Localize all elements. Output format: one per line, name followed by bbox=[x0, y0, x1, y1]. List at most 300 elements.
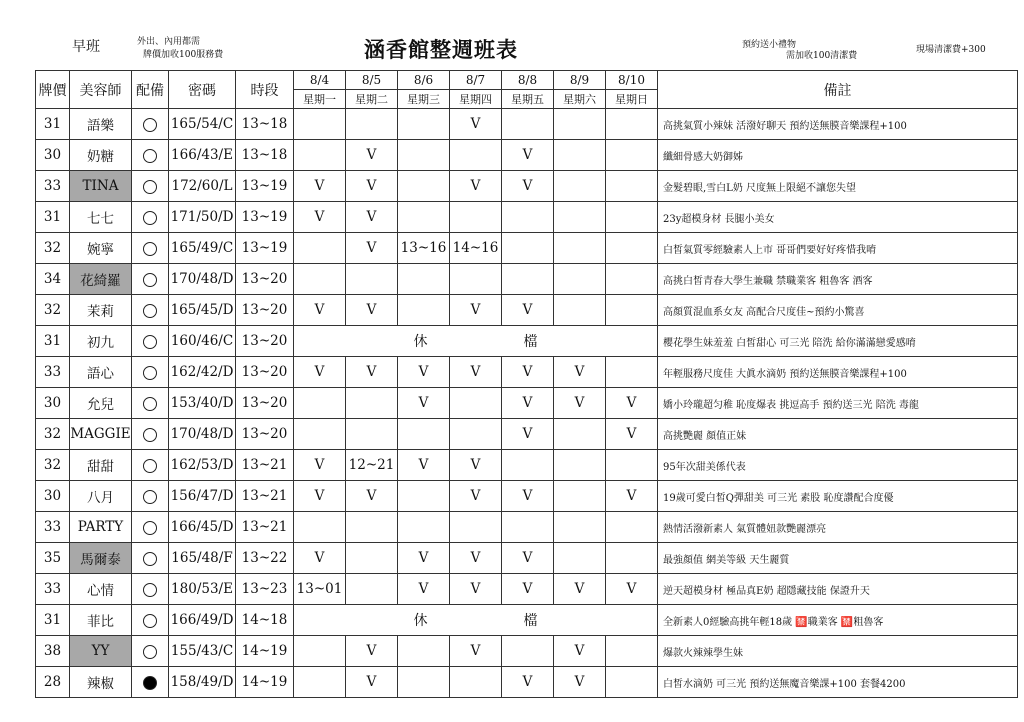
equip-cell bbox=[132, 171, 169, 202]
day-cell: V bbox=[502, 388, 554, 419]
time-cell: 14~19 bbox=[236, 636, 294, 667]
code-cell: 170/48/D bbox=[169, 264, 236, 295]
code-cell: 158/49/D bbox=[169, 667, 236, 698]
code-cell: 156/47/D bbox=[169, 481, 236, 512]
day-cell bbox=[554, 295, 606, 326]
remark-cell: 95年次甜美係代表 bbox=[658, 450, 1018, 481]
remark-cell: 最強顏值 網美等級 天生麗質 bbox=[658, 543, 1018, 574]
name-cell: 語心 bbox=[70, 357, 132, 388]
day-cell bbox=[294, 233, 346, 264]
table-row bbox=[36, 171, 1018, 202]
rest-label: 檔 bbox=[523, 613, 538, 629]
day-cell bbox=[294, 140, 346, 171]
price-cell: 32 bbox=[36, 419, 70, 450]
table-row bbox=[36, 543, 1018, 574]
table-row bbox=[36, 202, 1018, 233]
equip-cell bbox=[132, 512, 169, 543]
remark-cell: 嬌小玲瓏超匀稚 恥度爆表 挑逗高手 預約送三光 陪洗 毒龍 bbox=[658, 388, 1018, 419]
remark-cell: 高挑氣質小辣妹 活潑好聊天 預約送無膜音樂課程+100 bbox=[658, 109, 1018, 140]
day-cell bbox=[606, 357, 658, 388]
day-cell: V bbox=[294, 543, 346, 574]
rest-label: 休 bbox=[413, 613, 428, 629]
equip-cell bbox=[132, 295, 169, 326]
day-cell: V bbox=[502, 357, 554, 388]
day-cell bbox=[606, 636, 658, 667]
day-cell bbox=[606, 667, 658, 698]
code-cell: 166/49/D bbox=[169, 605, 236, 636]
remark-cell: 白皙氣質零經驗素人上市 哥哥們要好好疼惜我唷 bbox=[658, 233, 1018, 264]
code-cell: 166/45/D bbox=[169, 512, 236, 543]
remark-cell: 高挑白皙青春大學生兼職 禁職業客 粗魯客 酒客 bbox=[658, 264, 1018, 295]
table-row bbox=[36, 109, 1018, 140]
day-cell bbox=[346, 109, 398, 140]
name-cell: 茉莉 bbox=[70, 295, 132, 326]
price-cell: 38 bbox=[36, 636, 70, 667]
col-header-weekday: 星期四 bbox=[450, 90, 502, 109]
code-cell: 155/43/C bbox=[169, 636, 236, 667]
onsite-cleaning-fee-note: 現場清潔費+300 bbox=[916, 45, 986, 55]
empty-circle-icon bbox=[143, 397, 157, 411]
day-cell: V bbox=[398, 388, 450, 419]
day-cell bbox=[346, 574, 398, 605]
col-header-code: 密碼 bbox=[169, 71, 236, 109]
rest-label: 檔 bbox=[523, 334, 538, 350]
day-cell: V bbox=[502, 295, 554, 326]
time-cell: 14~18 bbox=[236, 605, 294, 636]
day-cell bbox=[554, 512, 606, 543]
day-cell: V bbox=[554, 357, 606, 388]
price-cell: 33 bbox=[36, 574, 70, 605]
equip-cell bbox=[132, 481, 169, 512]
day-cell bbox=[450, 264, 502, 295]
day-cell: V bbox=[346, 171, 398, 202]
price-cell: 31 bbox=[36, 202, 70, 233]
price-cell: 31 bbox=[36, 605, 70, 636]
day-cell: V bbox=[450, 357, 502, 388]
day-cell: V bbox=[554, 388, 606, 419]
day-cell: V bbox=[398, 574, 450, 605]
day-cell bbox=[502, 233, 554, 264]
day-cell: V bbox=[502, 481, 554, 512]
time-cell: 14~19 bbox=[236, 667, 294, 698]
time-cell: 13~21 bbox=[236, 512, 294, 543]
time-cell: 13~19 bbox=[236, 171, 294, 202]
time-cell: 13~20 bbox=[236, 326, 294, 357]
day-cell: V bbox=[450, 450, 502, 481]
price-cell: 32 bbox=[36, 450, 70, 481]
day-cell bbox=[502, 450, 554, 481]
day-cell bbox=[398, 419, 450, 450]
rest-cell bbox=[294, 326, 658, 357]
remark-cell: 23y超模身材 長腿小美女 bbox=[658, 202, 1018, 233]
price-cell: 30 bbox=[36, 140, 70, 171]
day-cell: V bbox=[346, 140, 398, 171]
col-header-weekday: 星期六 bbox=[554, 90, 606, 109]
name-cell: 允兒 bbox=[70, 388, 132, 419]
col-header-weekday: 星期日 bbox=[606, 90, 658, 109]
empty-circle-icon bbox=[143, 273, 157, 287]
filled-circle-icon bbox=[143, 676, 157, 690]
empty-circle-icon bbox=[143, 552, 157, 566]
day-cell bbox=[398, 171, 450, 202]
price-cell: 30 bbox=[36, 481, 70, 512]
remark-cell: 白皙水滴奶 可三光 預約送無魔音樂課+100 套餐4200 bbox=[658, 667, 1018, 698]
time-cell: 13~20 bbox=[236, 419, 294, 450]
time-cell: 13~21 bbox=[236, 481, 294, 512]
col-header-name: 美容師 bbox=[70, 71, 132, 109]
day-cell bbox=[606, 543, 658, 574]
day-cell bbox=[294, 419, 346, 450]
col-header-date: 8/7 bbox=[450, 71, 502, 90]
empty-circle-icon bbox=[143, 242, 157, 256]
day-cell bbox=[398, 295, 450, 326]
equip-cell bbox=[132, 450, 169, 481]
day-cell: V bbox=[450, 543, 502, 574]
day-cell bbox=[606, 233, 658, 264]
empty-circle-icon bbox=[143, 180, 157, 194]
name-cell: 八月 bbox=[70, 481, 132, 512]
day-cell: V bbox=[346, 233, 398, 264]
name-cell: 花綺羅 bbox=[70, 264, 132, 295]
code-cell: 166/43/E bbox=[169, 140, 236, 171]
day-cell: V bbox=[606, 388, 658, 419]
day-cell bbox=[606, 202, 658, 233]
day-cell bbox=[398, 512, 450, 543]
price-cell: 32 bbox=[36, 295, 70, 326]
day-cell: V bbox=[346, 667, 398, 698]
day-cell: V bbox=[502, 574, 554, 605]
equip-cell bbox=[132, 543, 169, 574]
day-cell bbox=[502, 636, 554, 667]
header-row-dates bbox=[36, 71, 1018, 90]
remark-cell: 全新素人0經驗高挑年輕18歲 🈲職業客 🈲粗魯客 bbox=[658, 605, 1018, 636]
day-cell: 14~16 bbox=[450, 233, 502, 264]
name-cell: 菲比 bbox=[70, 605, 132, 636]
day-cell bbox=[554, 543, 606, 574]
remark-cell: 年輕服務尺度佳 大眞水滴奶 預約送無膜音樂課程+100 bbox=[658, 357, 1018, 388]
day-cell: V bbox=[450, 295, 502, 326]
remark-cell: 櫻花學生妹羞羞 白皙甜心 可三光 陪洗 給你滿滿戀愛感唷 bbox=[658, 326, 1018, 357]
day-cell bbox=[294, 636, 346, 667]
table-row bbox=[36, 419, 1018, 450]
day-cell bbox=[606, 109, 658, 140]
name-cell: PARTY bbox=[70, 512, 132, 543]
day-cell bbox=[606, 512, 658, 543]
day-cell bbox=[606, 450, 658, 481]
weekly-schedule-table bbox=[35, 70, 1018, 698]
name-cell: YY bbox=[70, 636, 132, 667]
remark-cell: 高挑艷麗 顏值正妹 bbox=[658, 419, 1018, 450]
day-cell: V bbox=[554, 667, 606, 698]
day-cell: V bbox=[398, 357, 450, 388]
name-cell: 語樂 bbox=[70, 109, 132, 140]
col-header-remark: 備註 bbox=[658, 71, 1018, 109]
time-cell: 13~19 bbox=[236, 233, 294, 264]
day-cell bbox=[554, 202, 606, 233]
empty-circle-icon bbox=[143, 583, 157, 597]
price-cell: 32 bbox=[36, 233, 70, 264]
day-cell: V bbox=[294, 202, 346, 233]
day-cell bbox=[450, 419, 502, 450]
day-cell bbox=[502, 202, 554, 233]
day-cell: V bbox=[606, 419, 658, 450]
day-cell bbox=[294, 264, 346, 295]
day-cell bbox=[346, 512, 398, 543]
table-row bbox=[36, 264, 1018, 295]
day-cell: V bbox=[502, 667, 554, 698]
time-cell: 13~19 bbox=[236, 202, 294, 233]
table-row bbox=[36, 450, 1018, 481]
code-cell: 165/48/F bbox=[169, 543, 236, 574]
empty-circle-icon bbox=[143, 428, 157, 442]
time-cell: 13~23 bbox=[236, 574, 294, 605]
day-cell: V bbox=[346, 295, 398, 326]
day-cell: 12~21 bbox=[346, 450, 398, 481]
code-cell: 165/45/D bbox=[169, 295, 236, 326]
col-header-date: 8/10 bbox=[606, 71, 658, 90]
equip-cell bbox=[132, 574, 169, 605]
day-cell bbox=[294, 512, 346, 543]
code-cell: 162/53/D bbox=[169, 450, 236, 481]
empty-circle-icon bbox=[143, 304, 157, 318]
day-cell bbox=[398, 481, 450, 512]
equip-cell bbox=[132, 233, 169, 264]
day-cell: V bbox=[398, 450, 450, 481]
price-cell: 33 bbox=[36, 357, 70, 388]
day-cell bbox=[606, 295, 658, 326]
time-cell: 13~20 bbox=[236, 264, 294, 295]
day-cell bbox=[450, 388, 502, 419]
empty-circle-icon bbox=[143, 118, 157, 132]
day-cell: V bbox=[450, 574, 502, 605]
time-cell: 13~20 bbox=[236, 357, 294, 388]
name-cell: 奶糖 bbox=[70, 140, 132, 171]
empty-circle-icon bbox=[143, 366, 157, 380]
day-cell bbox=[606, 171, 658, 202]
day-cell bbox=[554, 481, 606, 512]
day-cell: V bbox=[502, 140, 554, 171]
cleaning-fee-note: 需加收100清潔費 bbox=[786, 51, 858, 61]
code-cell: 162/42/D bbox=[169, 357, 236, 388]
name-cell: 辣椒 bbox=[70, 667, 132, 698]
table-row bbox=[36, 605, 1018, 636]
day-cell: V bbox=[346, 481, 398, 512]
day-cell: V bbox=[554, 574, 606, 605]
col-header-date: 8/8 bbox=[502, 71, 554, 90]
price-cell: 31 bbox=[36, 109, 70, 140]
day-cell: V bbox=[346, 202, 398, 233]
code-cell: 165/54/C bbox=[169, 109, 236, 140]
day-cell: 13~01 bbox=[294, 574, 346, 605]
day-cell bbox=[398, 264, 450, 295]
name-cell: 七七 bbox=[70, 202, 132, 233]
day-cell bbox=[398, 140, 450, 171]
col-header-weekday: 星期五 bbox=[502, 90, 554, 109]
table-row bbox=[36, 574, 1018, 605]
time-cell: 13~20 bbox=[236, 388, 294, 419]
day-cell bbox=[450, 202, 502, 233]
day-cell: V bbox=[502, 171, 554, 202]
schedule-body bbox=[36, 109, 1018, 698]
equip-cell bbox=[132, 636, 169, 667]
empty-circle-icon bbox=[143, 149, 157, 163]
remark-cell: 纖細骨感大奶御姊 bbox=[658, 140, 1018, 171]
day-cell: V bbox=[294, 171, 346, 202]
price-cell: 34 bbox=[36, 264, 70, 295]
day-cell bbox=[554, 233, 606, 264]
time-cell: 13~21 bbox=[236, 450, 294, 481]
col-header-date: 8/9 bbox=[554, 71, 606, 90]
day-cell bbox=[294, 667, 346, 698]
table-row bbox=[36, 357, 1018, 388]
day-cell bbox=[502, 512, 554, 543]
equip-cell bbox=[132, 202, 169, 233]
empty-circle-icon bbox=[143, 459, 157, 473]
day-cell bbox=[346, 388, 398, 419]
time-cell: 13~22 bbox=[236, 543, 294, 574]
price-cell: 33 bbox=[36, 171, 70, 202]
price-cell: 30 bbox=[36, 388, 70, 419]
code-cell: 172/60/L bbox=[169, 171, 236, 202]
day-cell bbox=[554, 264, 606, 295]
day-cell bbox=[554, 450, 606, 481]
service-fee-note-line1: 外出、內用都需 bbox=[137, 37, 201, 47]
equip-cell bbox=[132, 326, 169, 357]
equip-cell bbox=[132, 667, 169, 698]
col-header-date: 8/6 bbox=[398, 71, 450, 90]
rest-label: 休 bbox=[413, 334, 428, 350]
day-cell: V bbox=[502, 419, 554, 450]
equip-cell bbox=[132, 109, 169, 140]
equip-cell bbox=[132, 264, 169, 295]
time-cell: 13~18 bbox=[236, 109, 294, 140]
remark-cell: 逆天超模身材 極品真E奶 超隱藏技能 保證升天 bbox=[658, 574, 1018, 605]
day-cell bbox=[606, 140, 658, 171]
table-row bbox=[36, 512, 1018, 543]
name-cell: 初九 bbox=[70, 326, 132, 357]
name-cell: 甜甜 bbox=[70, 450, 132, 481]
shift-label: 早班 bbox=[72, 39, 100, 55]
col-header-time: 時段 bbox=[236, 71, 294, 109]
day-cell bbox=[346, 264, 398, 295]
day-cell bbox=[398, 636, 450, 667]
table-row bbox=[36, 388, 1018, 419]
day-cell: V bbox=[450, 636, 502, 667]
equip-cell bbox=[132, 605, 169, 636]
table-row bbox=[36, 140, 1018, 171]
table-row bbox=[36, 233, 1018, 264]
col-header-weekday: 星期三 bbox=[398, 90, 450, 109]
empty-circle-icon bbox=[143, 614, 157, 628]
day-cell: V bbox=[450, 171, 502, 202]
day-cell: V bbox=[294, 450, 346, 481]
day-cell bbox=[502, 109, 554, 140]
day-cell bbox=[554, 419, 606, 450]
name-cell: 婉寧 bbox=[70, 233, 132, 264]
day-cell: V bbox=[554, 636, 606, 667]
name-cell: 馬爾泰 bbox=[70, 543, 132, 574]
price-cell: 31 bbox=[36, 326, 70, 357]
equip-cell bbox=[132, 140, 169, 171]
name-cell: MAGGIE bbox=[70, 419, 132, 450]
remark-cell: 高顏質混血系女友 高配合尺度佳~預約小驚喜 bbox=[658, 295, 1018, 326]
day-cell: V bbox=[398, 543, 450, 574]
col-header-date: 8/4 bbox=[294, 71, 346, 90]
price-cell: 35 bbox=[36, 543, 70, 574]
day-cell: V bbox=[346, 357, 398, 388]
day-cell bbox=[398, 667, 450, 698]
name-cell: 心情 bbox=[70, 574, 132, 605]
remark-cell: 19歲可愛白皙Q彈甜美 可三光 素股 恥度讚配合度優 bbox=[658, 481, 1018, 512]
code-cell: 180/53/E bbox=[169, 574, 236, 605]
day-cell bbox=[294, 388, 346, 419]
day-cell bbox=[398, 109, 450, 140]
name-cell: TINA bbox=[70, 171, 132, 202]
code-cell: 165/49/C bbox=[169, 233, 236, 264]
col-header-price: 牌價 bbox=[36, 71, 70, 109]
col-header-date: 8/5 bbox=[346, 71, 398, 90]
table-row bbox=[36, 326, 1018, 357]
service-fee-note-line2: 牌價加收100服務費 bbox=[143, 50, 224, 60]
time-cell: 13~20 bbox=[236, 295, 294, 326]
day-cell bbox=[346, 543, 398, 574]
rest-cell bbox=[294, 605, 658, 636]
col-header-weekday: 星期二 bbox=[346, 90, 398, 109]
col-header-equip: 配備 bbox=[132, 71, 169, 109]
table-row bbox=[36, 636, 1018, 667]
code-cell: 170/48/D bbox=[169, 419, 236, 450]
empty-circle-icon bbox=[143, 211, 157, 225]
code-cell: 171/50/D bbox=[169, 202, 236, 233]
table-row bbox=[36, 481, 1018, 512]
day-cell bbox=[346, 419, 398, 450]
price-cell: 33 bbox=[36, 512, 70, 543]
booking-gift-note: 預約送小禮物 bbox=[742, 40, 797, 50]
table-row bbox=[36, 667, 1018, 698]
day-cell bbox=[450, 140, 502, 171]
day-cell bbox=[398, 202, 450, 233]
empty-circle-icon bbox=[143, 490, 157, 504]
day-cell bbox=[554, 109, 606, 140]
equip-cell bbox=[132, 419, 169, 450]
day-cell: V bbox=[606, 574, 658, 605]
day-cell bbox=[294, 109, 346, 140]
day-cell: V bbox=[502, 543, 554, 574]
day-cell bbox=[554, 171, 606, 202]
table-row bbox=[36, 295, 1018, 326]
day-cell: V bbox=[346, 636, 398, 667]
code-cell: 153/40/D bbox=[169, 388, 236, 419]
day-cell: V bbox=[450, 109, 502, 140]
remark-cell: 爆款火辣辣學生妹 bbox=[658, 636, 1018, 667]
empty-circle-icon bbox=[143, 335, 157, 349]
page-title: 涵香館整週班表 bbox=[364, 37, 518, 62]
day-cell bbox=[554, 140, 606, 171]
empty-circle-icon bbox=[143, 521, 157, 535]
day-cell bbox=[450, 512, 502, 543]
day-cell: V bbox=[294, 357, 346, 388]
equip-cell bbox=[132, 357, 169, 388]
price-cell: 28 bbox=[36, 667, 70, 698]
remark-cell: 金髮碧眼,雪白L奶 尺度無上限絕不讓您失望 bbox=[658, 171, 1018, 202]
time-cell: 13~18 bbox=[236, 140, 294, 171]
day-cell: V bbox=[606, 481, 658, 512]
day-cell: V bbox=[294, 295, 346, 326]
equip-cell bbox=[132, 388, 169, 419]
code-cell: 160/46/C bbox=[169, 326, 236, 357]
day-cell bbox=[502, 264, 554, 295]
empty-circle-icon bbox=[143, 645, 157, 659]
